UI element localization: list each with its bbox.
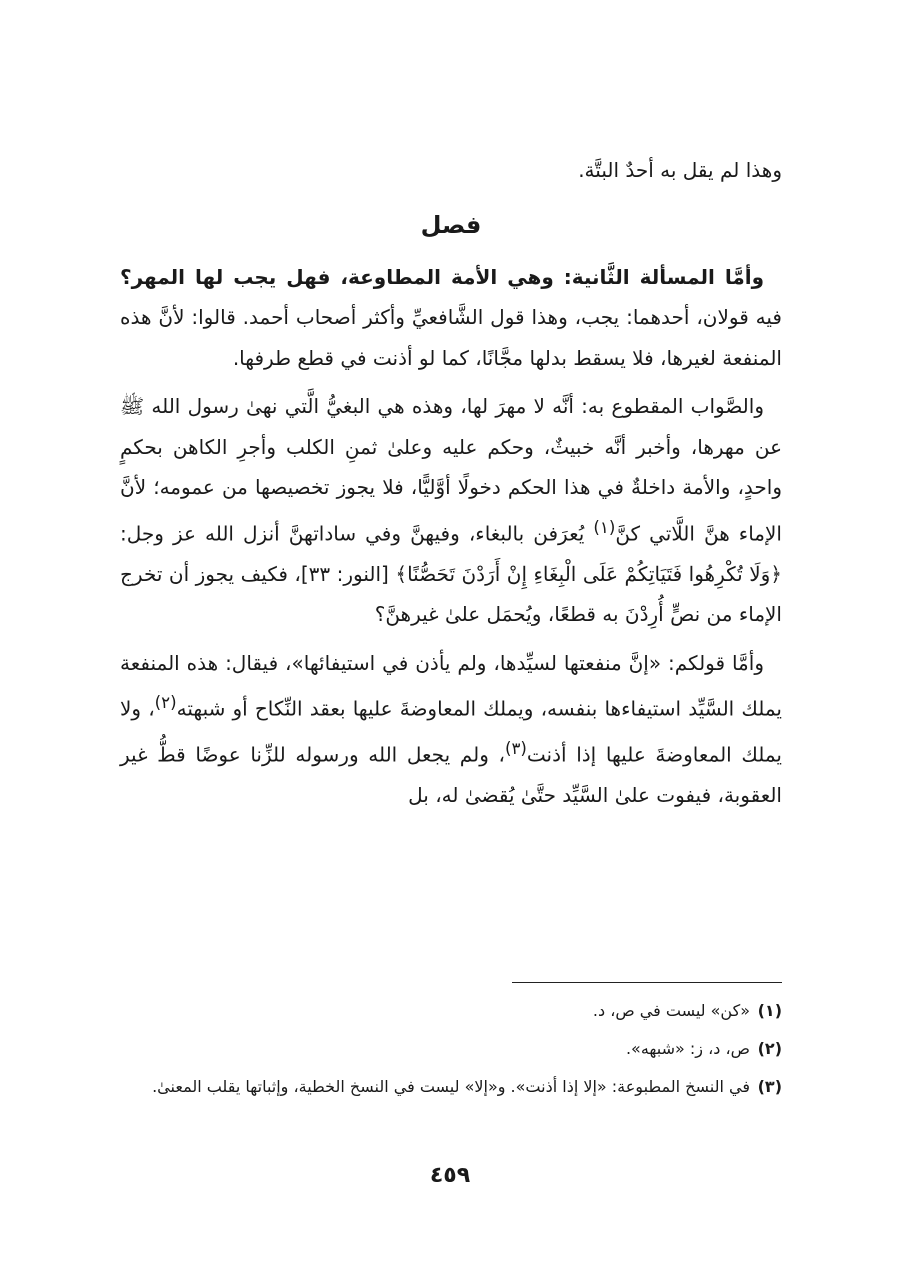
- paragraph-second-issue: [120, 257, 782, 379]
- page-number: ٤٥٩: [429, 1163, 471, 1188]
- paragraph-text: والصَّواب المقطوع به: أنَّه لا مهرَ لها، وهذه هي البغيُّ الَّتي نهىٰ رسول الله ﷺ عن مهرها، وأخبر أنَّه خبيثٌ، وحكم عليه وعلىٰ ثمنِ الكلب وأجرِ الكاهن بحكمٍ واحدٍ، والأمة داخلةٌ في هذا الحكم دخولًا أوَّليًّا، فلا يجوز تخصيصها من عمومه؛ لأنَّ الإماء هنَّ اللَّاتي كنَّ: [120, 394, 782, 546]
- footnote-number: (٣): [757, 1077, 782, 1096]
- footnote-number: (٢): [757, 1039, 782, 1058]
- footnote-text: ص، د، ز: «شبهه».: [625, 1039, 750, 1058]
- paragraph-closing: [120, 150, 782, 191]
- footnote-item: [120, 995, 782, 1027]
- footnote-ref-1[interactable]: (١): [593, 517, 616, 537]
- paragraph-correct-view: [120, 386, 782, 635]
- footnote-item: [120, 1033, 782, 1065]
- footnote-ref-2[interactable]: (٢): [154, 693, 177, 713]
- quran-verse: ﴿وَلَا تُكْرِهُوا فَتَيَاتِكُمْ عَلَى الْبِغَاءِ إِنْ أَرَدْنَ تَحَصُّنًا﴾: [395, 561, 783, 586]
- paragraph-reply: [120, 643, 782, 816]
- footnote-item: [120, 1071, 782, 1103]
- footnote-number: (١): [757, 1001, 782, 1020]
- paragraph-text: وأمَّا قولكم: «إنَّ منفعتها لسيِّدها، ولم يأذن في استيفائها»، فيقال: هذه المنفعة يملك السَّيِّد استيفاءها بنفسه، ويملك المعاوضةَ عليها بعقد النِّكاح أو شبهته: [120, 650, 782, 721]
- footnote-divider: [512, 982, 782, 983]
- footnote-ref-3[interactable]: (٣): [504, 739, 527, 759]
- footnote-text: في النسخ المطبوعة: «إلا إذا أذنت». و«إلا» ليست في النسخ الخطية، وإثباتها يقلب المعنىٰ.: [152, 1077, 750, 1096]
- paragraph-text: يُعرَفن بالبغاء، وفيهنَّ وفي ساداتهنَّ أنزل الله عز وجل:: [120, 521, 594, 546]
- paragraph-text: [النور: ٣٣]، فكيف يجوز أن تخرج الإماء من نصٍّ أُرِدْنَ به قطعًا، ويُحمَل علىٰ غيرهنَّ؟: [120, 561, 782, 627]
- footnote-text: «كن» ليست في ص، د.: [592, 1001, 750, 1020]
- paragraph-closing-text: وهذا لم يقل به أحدٌ البتَّة.: [578, 158, 782, 182]
- paragraph-text: فيه قولان، أحدهما: يجب، وهذا قول الشَّافعيِّ وأكثر أصحاب أحمد. قالوا: لأنَّ هذه المنفعة لغيرها، فلا يسقط بدلها مجَّانًا، كما لو أذنت في قطع طرفها.: [120, 305, 782, 370]
- page-body: [120, 150, 782, 824]
- footnotes: [120, 995, 782, 1109]
- paragraph-text: ، ولم يجعل الله ورسوله للزِّنا عوضًا قطُّ غير العقوبة، فيفوت علىٰ السَّيِّد حتَّىٰ يُقضىٰ له، بل: [120, 742, 782, 808]
- section-heading: فصل: [420, 210, 482, 239]
- paragraph-lead: وأمَّا المسألة الثَّانية: وهي الأمة المطاوعة، فهل يجب لها المهر؟: [120, 264, 764, 289]
- paragraph-text: ، ولا يملك المعاوضةَ عليها إذا أذنت: [120, 696, 782, 767]
